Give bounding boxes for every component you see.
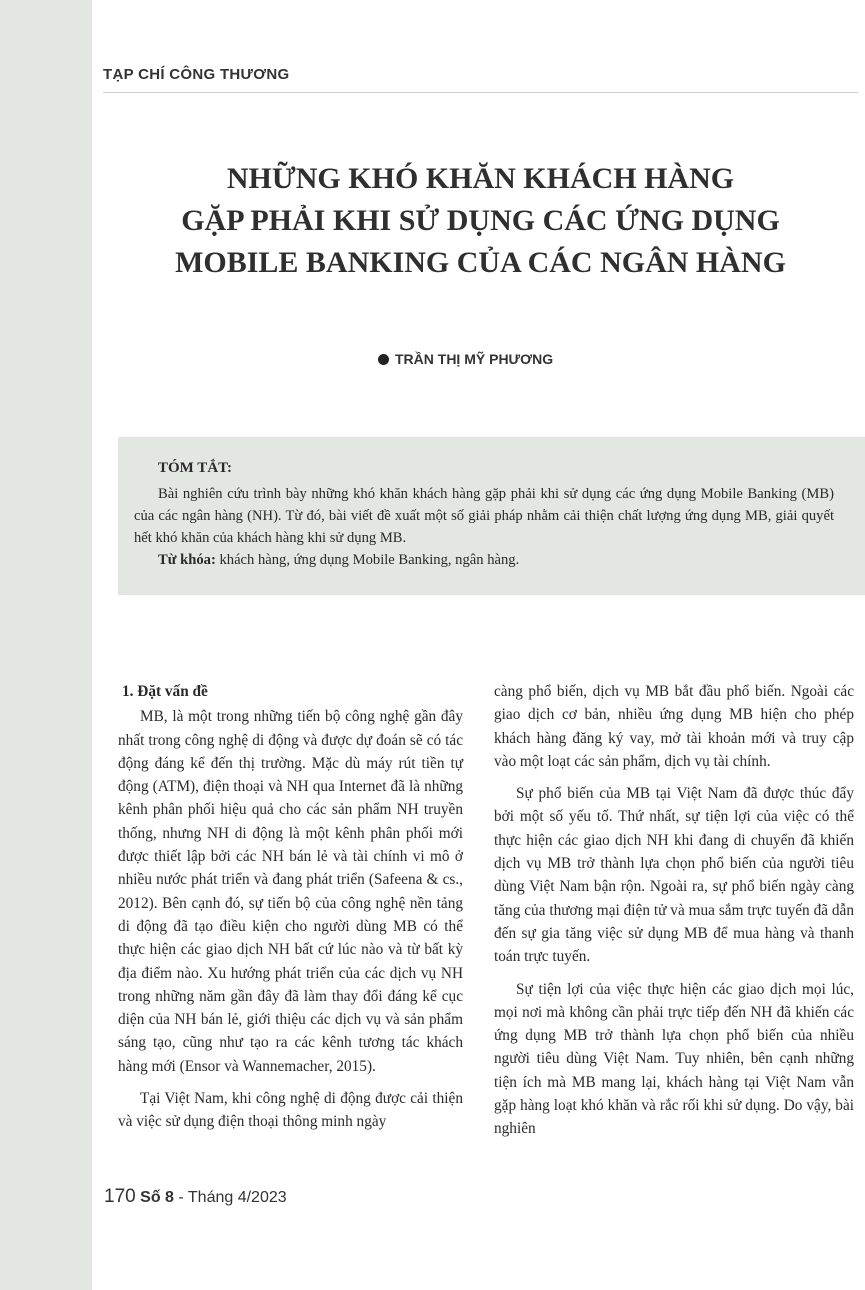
body-column-right — [494, 680, 854, 1150]
keywords-text: khách hàng, ứng dụng Mobile Banking, ngân hàng. — [219, 552, 520, 568]
author-byline — [378, 351, 553, 367]
keywords-label: Từ khóa: — [158, 552, 216, 568]
body-paragraph-continuation: càng phổ biến, dịch vụ MB bắt đầu phổ biến. Ngoài các giao dịch cơ bản, nhiều ứng dụng MB hiện cho phép khách hàng đăng ký vay, mở tài khoản mới và truy cập vào một loạt các sản phẩm, dịch vụ tài chính. — [494, 683, 854, 770]
abstract-text: Bài nghiên cứu trình bày những khó khăn khách hàng gặp phải khi sử dụng các ứng dụng Mobile Banking (MB) của các ngân hàng (NH). Từ đó, bài viết đề xuất một số giải pháp nhằm cải thiện chất lượng ứng dụng MB, giải quyết hết khó khăn của khách hàng khi sử dụng MB. — [134, 486, 834, 546]
issue-number: Số 8 — [140, 1189, 174, 1206]
body-paragraph: Sự tiện lợi của việc thực hiện các giao dịch mọi lúc, mọi nơi mà không cần phải trực tiếp đến NH đã khiến các ứng dụng MB trở thành lựa chọn phổ biến của nhiều người tiêu dùng Việt Nam. Tuy nhiên, bên cạnh những tiện ích mà MB mang lại, khách hàng tại Việt Nam vẫn gặp hàng loạt khó khăn và rắc rối khi sử dụng. Do vậy, bài nghiên — [494, 980, 854, 1138]
bullet-icon — [378, 354, 389, 365]
page-footer — [104, 1186, 287, 1208]
issue-date: - Tháng 4/2023 — [178, 1189, 287, 1206]
page-number: 170 — [104, 1186, 136, 1207]
title-line-1: NHỮNG KHÓ KHĂN KHÁCH HÀNG — [226, 162, 735, 195]
journal-name: TẠP CHÍ CÔNG THƯƠNG — [103, 66, 290, 83]
title-line-3: MOBILE BANKING CỦA CÁC NGÂN HÀNG — [175, 246, 786, 279]
section-heading: 1. Đặt vấn đề — [122, 683, 208, 700]
body-paragraph: Tại Việt Nam, khi công nghệ di động được cải thiện và việc sử dụng điện thoại thông minh ngày — [118, 1090, 463, 1131]
abstract-content — [134, 457, 834, 571]
title-line-2: GẶP PHẢI KHI SỬ DỤNG CÁC ỨNG DỤNG — [181, 204, 780, 237]
header-rule — [103, 92, 858, 93]
abstract-box — [118, 437, 865, 595]
body-paragraph: MB, là một trong những tiến bộ công nghệ gần đây nhất trong công nghệ di động và được dự đoán sẽ có tác động đáng kể đến thị trường. Mặc dù máy rút tiền tự động (ATM), điện thoại và NH qua Internet đã là những kênh phân phối hiệu quả cho các sản phẩm NH truyền thống, nhưng NH di động là một kênh phân phối mới được thiết lập bởi các NH bán lẻ và tài chính vi mô ở nhiều nước phát triển và đang phát triển (Safeena & cs., 2012). Bên cạnh đó, sự tiến bộ của công nghệ nền tảng di động đã tạo điều kiện cho người dùng MB có thể thực hiện các giao dịch NH bất cứ lúc nào và từ bất kỳ địa điểm nào. Xu hướng phát triển của các dịch vụ NH trong những năm gần đây đã làm thay đổi đáng kể cục diện của NH bán lẻ, giới thiệu các dịch vụ và sản phẩm sáng tạo, cũng như tạo ra các kênh tương tác khách hàng mới (Ensor và Wannemacher, 2015). — [118, 708, 463, 1075]
article-title — [103, 158, 858, 284]
body-paragraph: Sự phổ biến của MB tại Việt Nam đã được thúc đẩy bởi một số yếu tố. Thứ nhất, sự tiện lợi của việc có thể thực hiện các giao dịch NH khi đang di chuyển đã khiến dịch vụ MB trở thành lựa chọn phổ biến của người tiêu dùng Việt Nam bận rộn. Ngoài ra, sự phổ biến ngày càng tăng của thương mại điện tử và mua sắm trực tuyến đã dẫn đến sự gia tăng việc sử dụng MB để mua hàng và thanh toán trực tuyến. — [494, 785, 854, 966]
author-name: TRẦN THỊ MỸ PHƯƠNG — [395, 351, 554, 367]
side-band — [0, 0, 92, 1290]
body-column-left — [118, 680, 463, 1143]
abstract-heading: TÓM TẮT: — [158, 460, 233, 476]
keywords-line — [134, 549, 834, 571]
